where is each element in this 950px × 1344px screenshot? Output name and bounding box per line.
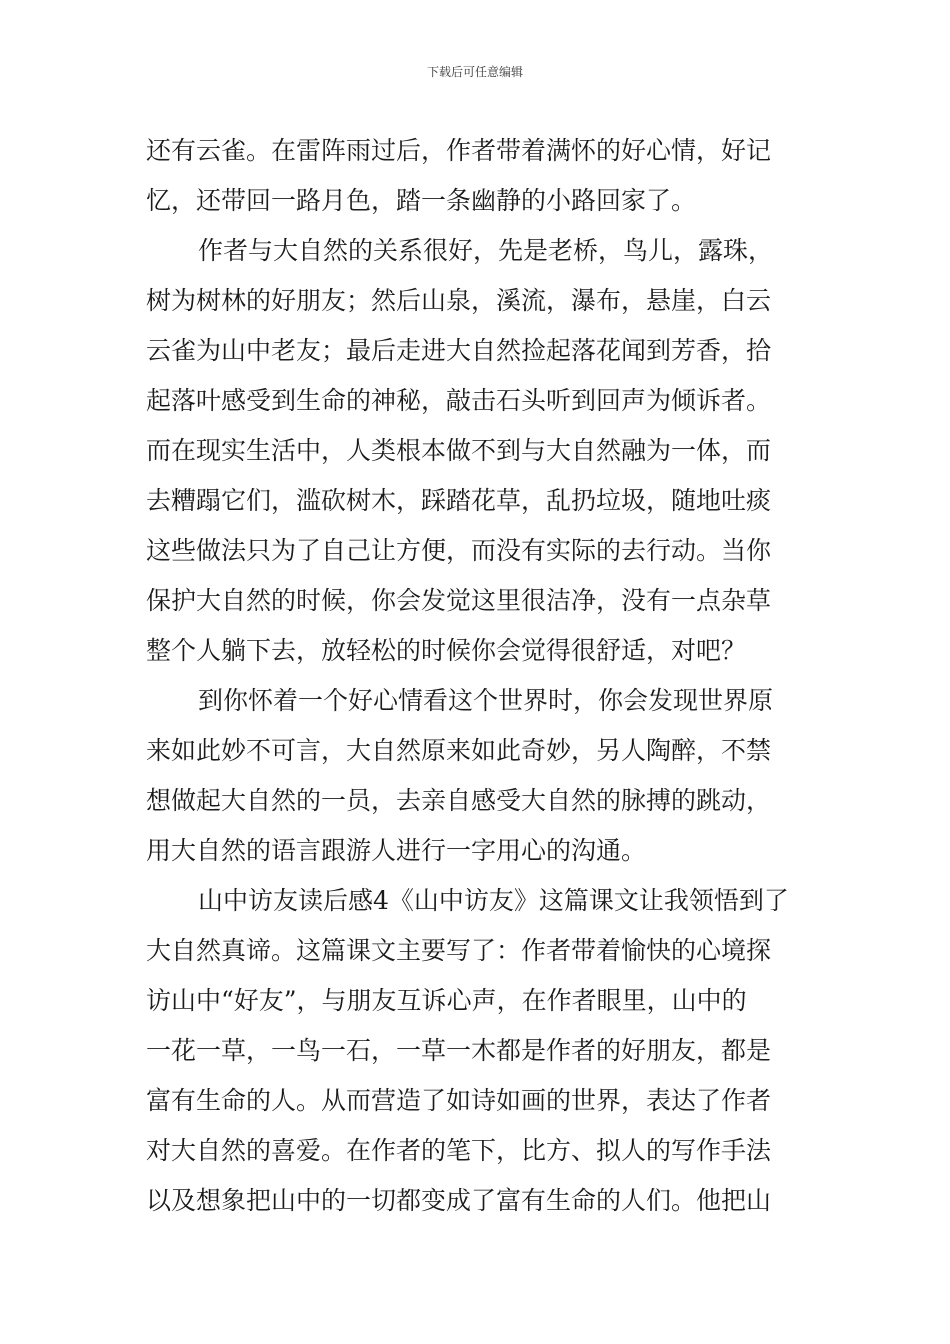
- text-line: 以及想象把山中的一切都变成了富有生命的人们。他把山: [146, 1186, 772, 1215]
- text-line: 富有生命的人。从而营造了如诗如画的世界，表达了作者: [146, 1086, 772, 1115]
- text-line: 还有云雀。在雷阵雨过后，作者带着满怀的好心情，好记: [146, 136, 772, 165]
- text-line: 去糟蹋它们，滥砍树木，踩踏花草，乱扔垃圾，随地吐痰: [146, 486, 772, 515]
- text-line: 云雀为山中老友；最后走进大自然捡起落花闻到芳香，拾: [146, 336, 772, 365]
- text-line: 保护大自然的时候，你会发觉这里很洁净，没有一点杂草: [146, 586, 772, 615]
- paragraph-start-line: 作者与大自然的关系很好，先是老桥，鸟儿，露珠，: [198, 236, 774, 265]
- document-body: [146, 126, 810, 1226]
- text-line: 这些做法只为了自己让方便，而没有实际的去行动。当你: [146, 536, 772, 565]
- text-line: 树为树林的好朋友；然后山泉，溪流，瀑布，悬崖，白云: [146, 286, 772, 315]
- text-line: 起落叶感受到生命的神秘，敲击石头听到回声为倾诉者。: [146, 386, 772, 415]
- paragraph-start-line: 山中访友读后感4《山中访友》这篇课文让我领悟到了: [198, 886, 789, 915]
- text-line: 访山中“好友”，与朋友互诉心声，在作者眼里，山中的: [146, 986, 747, 1015]
- page-header: 下载后可任意编辑: [426, 65, 523, 79]
- text-line: 来如此妙不可言，大自然原来如此奇妙，另人陶醉，不禁: [146, 736, 772, 765]
- paragraph-start-line: 到你怀着一个好心情看这个世界时，你会发现世界原: [198, 686, 774, 715]
- text-line: 而在现实生活中，人类根本做不到与大自然融为一体，而: [146, 436, 772, 465]
- text-line: 用大自然的语言跟游人进行一字用心的沟通。: [146, 836, 647, 865]
- text-line: 想做起大自然的一员，去亲自感受大自然的脉搏的跳动，: [146, 786, 772, 815]
- text-line: 忆，还带回一路月色，踏一条幽静的小路回家了。: [146, 186, 697, 215]
- text-line: 一花一草，一鸟一石，一草一木都是作者的好朋友，都是: [146, 1036, 772, 1065]
- text-line: 大自然真谛。这篇课文主要写了：作者带着愉快的心境探: [146, 936, 772, 965]
- text-line: 整个人躺下去，放轻松的时候你会觉得很舒适，对吧？: [146, 636, 747, 665]
- text-line: 对大自然的喜爱。在作者的笔下，比方、拟人的写作手法: [146, 1136, 772, 1165]
